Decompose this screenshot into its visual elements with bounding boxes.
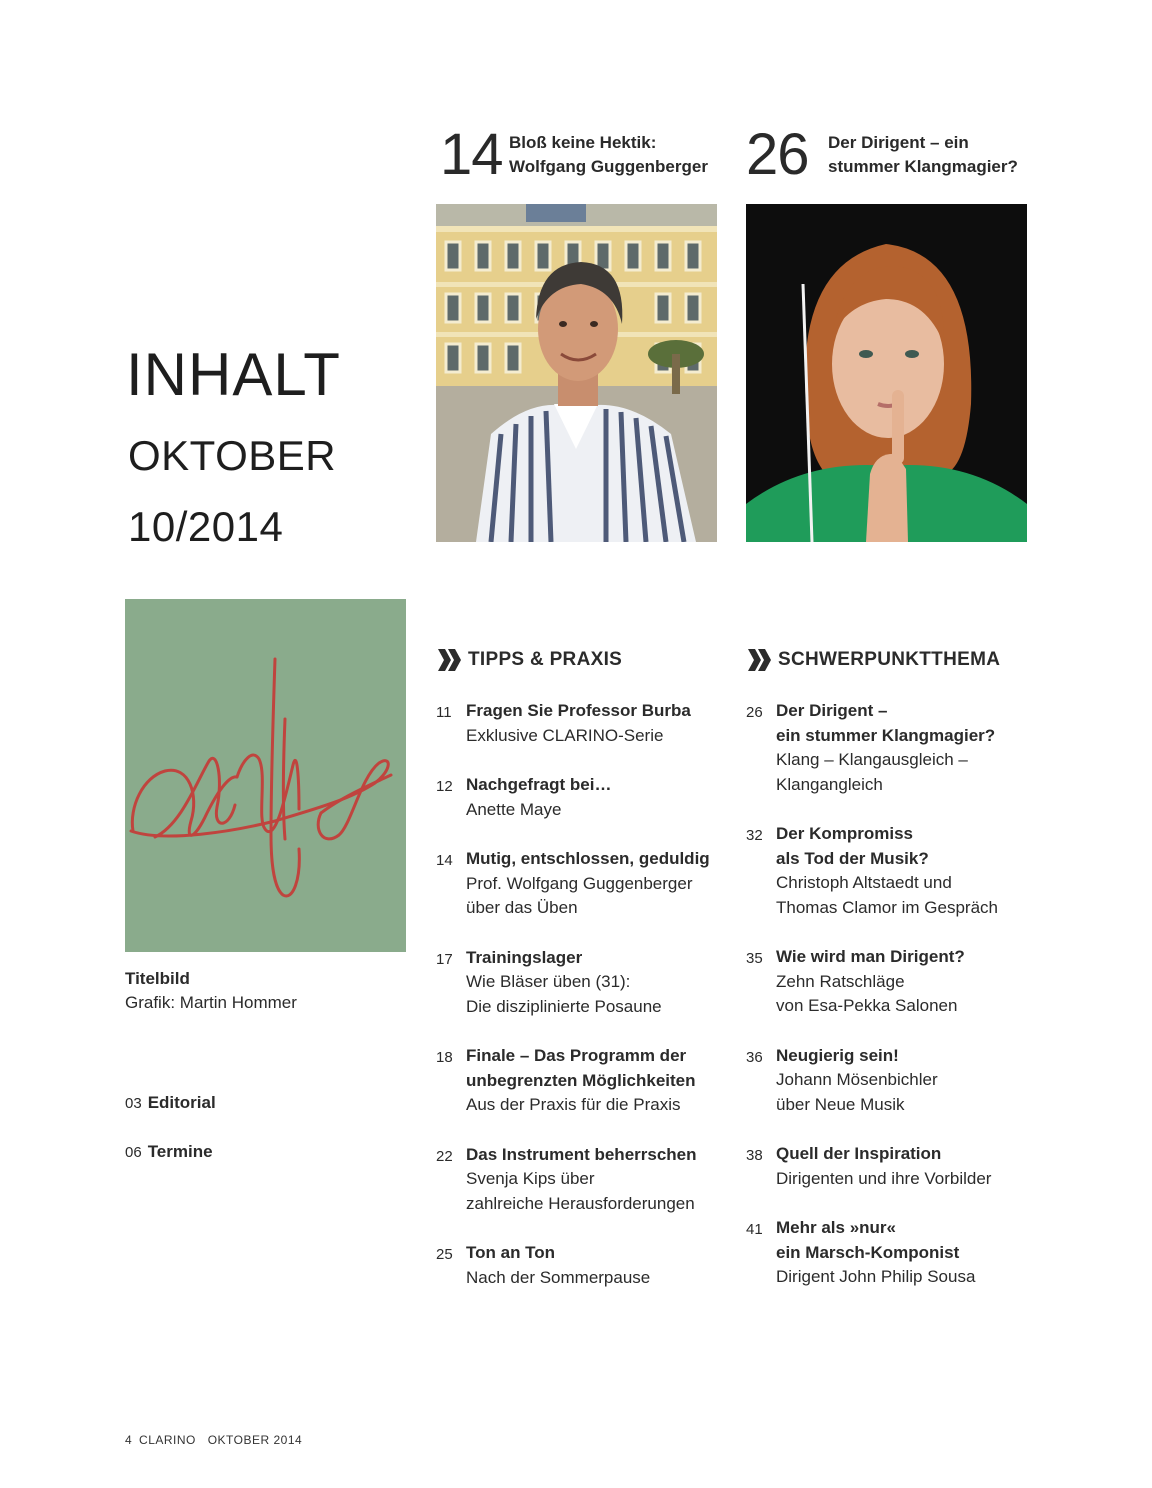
issue-month: OKTOBER <box>128 432 337 479</box>
cover-caption-credit: Grafik: Martin Hommer <box>125 993 297 1012</box>
toc-entry-page-number: 26 <box>746 704 763 721</box>
feature-1-photo[interactable] <box>436 204 717 542</box>
toc-entry-page-number: 17 <box>436 950 453 968</box>
toc-entry-page-number: 38 <box>746 1147 763 1164</box>
toc-entry-body <box>466 946 736 1020</box>
footer-issue: OKTOBER 2014 <box>207 1433 303 1447</box>
short-item-number: 03 <box>125 1095 142 1112</box>
toc-entry-title: unbegrenzten Möglichkeiten <box>466 1070 696 1090</box>
feature-2-title[interactable] <box>828 131 1018 179</box>
toc-entry-description: Aus der Praxis für die Praxis <box>466 1095 681 1114</box>
toc-entry-body <box>776 699 1046 797</box>
toc-entry-page-number: 32 <box>746 827 763 844</box>
short-item-title: Editorial <box>147 1093 216 1112</box>
issue-number: 10/2014 <box>128 503 284 550</box>
toc-entry-description: Zehn Ratschläge <box>776 971 905 991</box>
toc-entry-description: zahlreiche Herausforderungen <box>466 1193 695 1213</box>
toc-list-tipps-praxis <box>436 699 736 1315</box>
footer-magazine: CLARINO <box>139 1433 196 1447</box>
toc-entry-title: Wie wird man Dirigent? <box>776 947 965 966</box>
feature-2-page-number: 26 <box>746 122 809 187</box>
toc-entry[interactable] <box>436 773 736 822</box>
toc-entry-description: Nach der Sommerpause <box>466 1267 651 1287</box>
toc-entry-title: Fragen Sie Professor Burba <box>466 701 691 720</box>
toc-entry-description: Anette Maye <box>466 799 562 819</box>
section-heading-tipps-praxis <box>436 648 622 672</box>
toc-entry-title: Nachgefragt bei… <box>466 775 612 794</box>
toc-entry-page-number: 36 <box>746 1048 763 1066</box>
toc-entry-description: Klang – Klangausgleich – <box>776 750 968 769</box>
toc-entry[interactable] <box>746 1044 1046 1118</box>
toc-entry[interactable] <box>436 946 736 1020</box>
toc-entry-page-number: 35 <box>746 950 763 967</box>
man-portrait-image <box>436 204 717 542</box>
cover-image[interactable] <box>125 599 406 952</box>
toc-entry-page-number: 18 <box>436 1049 453 1066</box>
toc-entry[interactable] <box>436 699 736 748</box>
toc-entry-title: ein stummer Klangmagier? <box>776 725 996 745</box>
toc-entry-title: Der Dirigent – <box>776 701 888 720</box>
short-item-termine[interactable] <box>125 1140 213 1165</box>
double-chevron-icon <box>746 648 774 672</box>
toc-list-schwerpunktthema <box>746 699 1046 1315</box>
toc-entry-body <box>776 945 1046 1019</box>
toc-entry[interactable] <box>436 1044 736 1118</box>
section-heading-label: SCHWERPUNKTTHEMA <box>778 649 1001 670</box>
toc-entry-title: Trainingslager <box>466 947 583 967</box>
page-title: INHALT <box>126 341 341 408</box>
toc-entry-title: Neugierig sein! <box>776 1045 899 1065</box>
toc-entry-description: von Esa-Pekka Salonen <box>776 996 958 1015</box>
feature-2-title-line1: Der Dirigent – ein <box>828 133 969 152</box>
toc-entry[interactable] <box>436 1241 736 1290</box>
toc-entry-description: Thomas Clamor im Gespräch <box>776 897 999 917</box>
toc-entry-description: Dirigent John Philip Sousa <box>776 1267 976 1286</box>
toc-entry-body <box>466 1044 736 1118</box>
toc-entry-description: Svenja Kips über <box>466 1169 595 1188</box>
toc-entry-description: Exklusive CLARINO-Serie <box>466 725 664 745</box>
toc-entry-title: Quell der Inspiration <box>776 1144 942 1163</box>
toc-entry[interactable] <box>436 847 736 921</box>
feature-1-title-line2: Wolfgang Guggenberger <box>509 157 708 176</box>
toc-entry-page-number: 12 <box>436 778 453 795</box>
toc-entry-body <box>776 1216 1046 1290</box>
cover-caption-title: Titelbild <box>125 969 190 988</box>
toc-entry-page-number: 22 <box>436 1147 453 1165</box>
toc-entry-body <box>466 773 736 822</box>
toc-entry-body <box>466 1143 736 1217</box>
woman-portrait-image <box>746 204 1027 542</box>
toc-entry-description: über das Üben <box>466 898 578 917</box>
toc-entry[interactable] <box>436 1143 736 1217</box>
toc-entry-body <box>466 1241 736 1290</box>
toc-entry-page-number: 41 <box>746 1221 763 1238</box>
short-item-editorial[interactable] <box>125 1091 216 1116</box>
toc-entry-title: Das Instrument beherrschen <box>466 1144 697 1164</box>
short-item-title: Termine <box>147 1142 213 1161</box>
toc-entry-title: Finale – Das Programm der <box>466 1046 687 1065</box>
short-item-number: 06 <box>125 1144 142 1161</box>
toc-entry-page-number: 11 <box>436 704 452 721</box>
toc-entry-body <box>466 847 736 921</box>
toc-entry-title: ein Marsch-Komponist <box>776 1242 960 1262</box>
signature-graphic-icon <box>125 599 406 952</box>
toc-entry-body <box>466 699 736 748</box>
toc-entry-title: Der Kompromiss <box>776 824 913 843</box>
feature-2-title-line2: stummer Klangmagier? <box>828 157 1018 176</box>
toc-entry-title: Mutig, entschlossen, geduldig <box>466 849 710 868</box>
feature-1-page-number: 14 <box>440 122 503 187</box>
toc-entry[interactable] <box>746 945 1046 1019</box>
toc-entry-page-number: 25 <box>436 1246 453 1263</box>
feature-1-title[interactable] <box>509 131 708 179</box>
toc-entry-body <box>776 1044 1046 1118</box>
toc-entry-title: Ton an Ton <box>466 1243 556 1262</box>
toc-entry-body <box>776 1142 1046 1191</box>
toc-entry[interactable] <box>746 1216 1046 1290</box>
toc-entry-body <box>776 822 1046 920</box>
toc-entry-description: Die disziplinierte Posaune <box>466 996 662 1016</box>
toc-entry-description: Prof. Wolfgang Guggenberger <box>466 873 693 893</box>
toc-entry-description: Christoph Altstaedt und <box>776 873 952 892</box>
section-heading-schwerpunktthema <box>746 648 1000 672</box>
double-chevron-icon <box>436 648 464 672</box>
toc-entry-description: Klangangleich <box>776 774 883 794</box>
toc-entry[interactable] <box>746 822 1046 920</box>
footer-page-number: 4 <box>125 1433 133 1447</box>
cover-caption <box>125 967 297 1015</box>
section-heading-label: TIPPS & PRAXIS <box>468 649 623 670</box>
feature-2-photo[interactable] <box>746 204 1027 542</box>
toc-entry-title: Mehr als »nur« <box>776 1218 896 1237</box>
toc-entry[interactable] <box>746 699 1046 797</box>
toc-entry[interactable] <box>746 1142 1046 1191</box>
toc-entry-title: als Tod der Musik? <box>776 848 929 868</box>
toc-entry-page-number: 14 <box>436 852 453 869</box>
feature-1-title-line1: Bloß keine Hektik: <box>509 133 657 152</box>
page-footer <box>125 1433 302 1447</box>
toc-entry-description: Johann Mösenbichler <box>776 1070 938 1089</box>
toc-entry-description: Dirigenten und ihre Vorbilder <box>776 1168 992 1188</box>
toc-entry-description: über Neue Musik <box>776 1094 905 1114</box>
toc-entry-description: Wie Bläser üben (31): <box>466 972 631 991</box>
